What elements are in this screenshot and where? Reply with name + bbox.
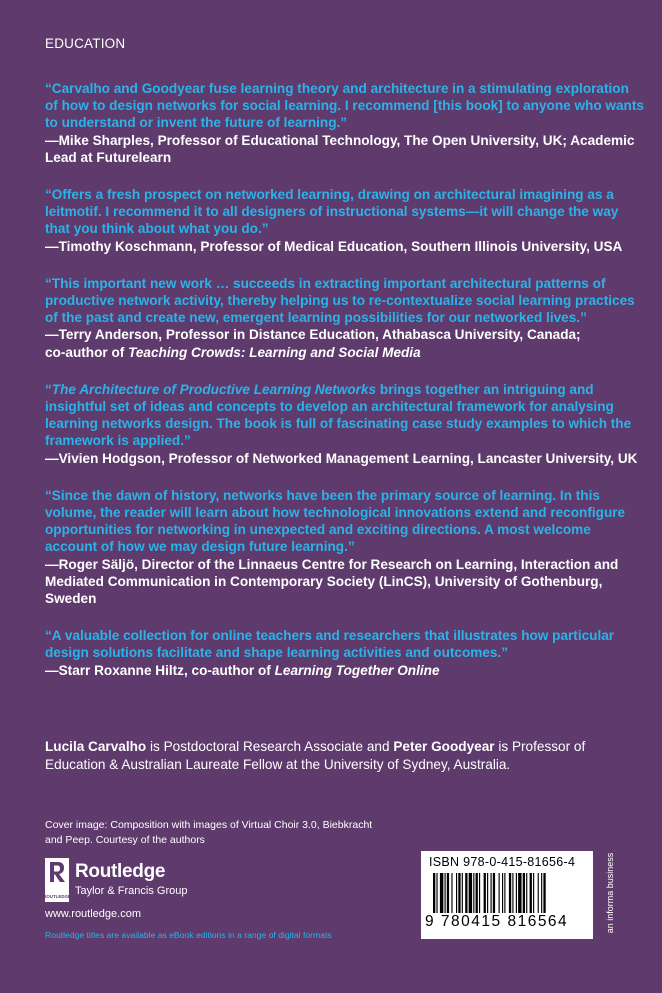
logo-mark-text: ROUTLEDGE <box>43 894 71 899</box>
category-label: EDUCATION <box>45 36 126 51</box>
quote-attribution: —Roger Säljö, Director of the Linnaeus Centre for Research on Learning, Interaction and Mediated Communication in Contemporary Society (LinCS), University of Gothenburg, Sweden <box>45 556 619 607</box>
book-title: The Architecture of Productive Learning Networks <box>51 381 377 397</box>
author-bio-text: is Postdoctoral Research Associate and <box>146 739 394 754</box>
author-name: Peter Goodyear <box>393 739 495 754</box>
quote-text: “This important new work … succeeds in extracting important architectural patterns of productive network activity, thereby helping us to re-contextualize social learning practices of the past and create new, emergent learning possibilities for our networked lives.” <box>45 275 635 326</box>
quote-attribution: —Timothy Koschmann, Professor of Medical Education, Southern Illinois University, USA <box>45 238 623 254</box>
isbn-barcode <box>421 851 593 939</box>
publisher-group: Taylor & Francis Group <box>75 885 188 897</box>
isbn-label: ISBN 978-0-415-81656-4 <box>429 855 576 869</box>
cover-image-credit: Cover image: Composition with images of Virtual Choir 3.0, Biebkracht and Peep. Courtesy of the authors <box>45 819 373 846</box>
author-bio-text: is Professor of Education & Australian Laureate Fellow at the University of Sydney, Australia. <box>45 739 586 772</box>
book-title: Teaching Crowds: Learning and Social Media <box>128 344 421 360</box>
endorsements <box>45 80 645 699</box>
endorsement-hodgson <box>45 381 645 467</box>
quote-attribution-coauthor <box>45 344 645 361</box>
quote-attribution: —Mike Sharples, Professor of Educational Technology, The Open University, UK; Academic Lead at Futurelearn <box>45 132 635 165</box>
author-bio <box>45 738 645 774</box>
publisher-website: www.routledge.com <box>45 908 141 920</box>
barcode-number: 9 780415 816564 <box>423 913 593 931</box>
quote-attribution <box>45 662 645 679</box>
quote-text-rest: brings together an intriguing and insightful set of ideas and concepts to develop an architectural framework for analysing learning networks design. The book is full of fascinating case study examples to which the framework is applied.” <box>45 381 632 449</box>
attribution-prefix: —Starr Roxanne Hiltz, co-author of <box>45 662 275 678</box>
ebook-note: Routledge titles are available as eBook editions in a range of digital formats <box>45 930 332 940</box>
publisher-name: Routledge <box>75 861 166 882</box>
publisher-logo <box>45 858 245 908</box>
quote-text: “The Architecture of Productive Learning Networks brings together an intriguing and insightful set of ideas and concepts to develop an architectural framework for analysing learning networks design. The book is full of fascinating case study examples to which the framework is applied.” <box>45 381 632 449</box>
attribution-prefix: co-author of <box>45 344 129 360</box>
endorsement-saljo <box>45 487 645 607</box>
endorsement-anderson <box>45 275 645 361</box>
informa-text: an informa business <box>605 852 615 934</box>
informa-note <box>603 850 617 940</box>
book-title: Learning Together Online <box>274 662 440 678</box>
quote-text: “A valuable collection for online teachers and researchers that illustrates how particular design solutions facilitate and shape learning activities and outcomes.” <box>45 628 615 661</box>
endorsement-hiltz <box>45 627 645 679</box>
endorsement-koschmann <box>45 186 645 255</box>
quote-attribution: —Terry Anderson, Professor in Distance Education, Athabasca University, Canada; <box>45 327 581 343</box>
endorsement-sharples <box>45 80 645 166</box>
quote-text: “Offers a fresh prospect on networked learning, drawing on architectural imagining as a leitmotif. I recommend it to all designers of instructional systems—it will change the way that you think about what you do.” <box>45 187 619 237</box>
routledge-logo-icon <box>45 858 69 902</box>
quote-attribution: —Vivien Hodgson, Professor of Networked Management Learning, Lancaster University, UK <box>45 450 638 466</box>
author-name: Lucila Carvalho <box>45 739 147 754</box>
quote-text: “Since the dawn of history, networks have been the primary source of learning. In this volume, the reader will learn about how technological innovations extend and reconfigure opportunities for networking in unexpected and exciting directions. A most welcome account of how we may design future learning.” <box>45 487 626 555</box>
quote-text: “Carvalho and Goodyear fuse learning theory and architecture in a stimulating exploration of how to design networks for social learning. I recommend [this book] to anyone who wants to understand or invent the future of learning.” <box>45 81 644 131</box>
